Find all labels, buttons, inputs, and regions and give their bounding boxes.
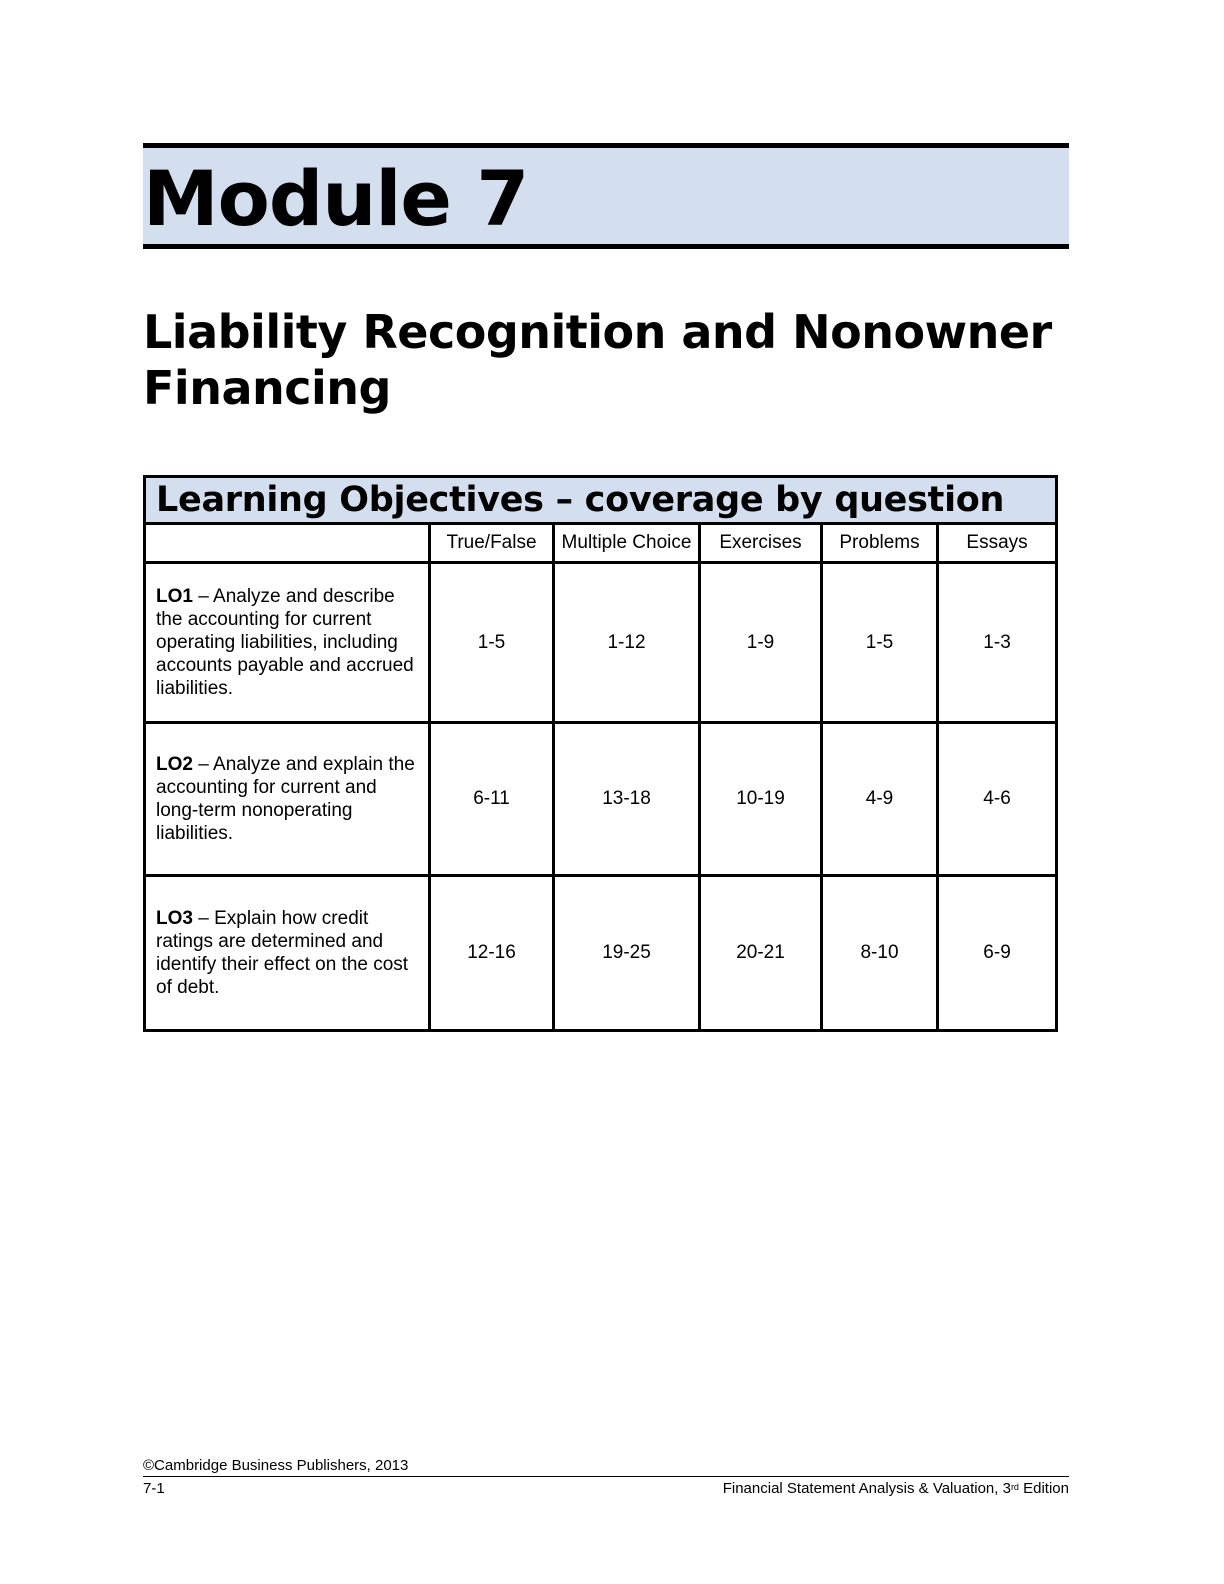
objective-code: LO1 xyxy=(156,586,193,607)
column-header-problems: Problems xyxy=(822,524,938,563)
chapter-subtitle xyxy=(143,304,1069,416)
objective-description: – Analyze and explain the accounting for current and long-term nonoperating liabilities. xyxy=(156,754,415,844)
table-row xyxy=(145,563,1057,723)
book-title-text: Financial Statement Analysis & Valuation, 3 xyxy=(722,1480,1011,1497)
table-header-row xyxy=(145,524,1057,563)
problems-cell: 8-10 xyxy=(822,876,938,1031)
table-row xyxy=(145,723,1057,876)
exercises-cell: 20-21 xyxy=(700,876,822,1031)
book-title-edition: Edition xyxy=(1018,1480,1069,1497)
exercises-cell: 1-9 xyxy=(700,563,822,723)
subtitle-line-2: Financing xyxy=(143,361,391,415)
objective-cell xyxy=(145,876,430,1031)
copyright-notice: ©Cambridge Business Publishers, 2013 xyxy=(143,1457,409,1474)
essays-cell: 4-6 xyxy=(938,723,1057,876)
true-false-cell: 6-11 xyxy=(430,723,554,876)
book-title xyxy=(723,1480,1069,1498)
page-number: 7-1 xyxy=(143,1480,165,1497)
column-header-exercises: Exercises xyxy=(700,524,822,563)
exercises-cell: 10-19 xyxy=(700,723,822,876)
essays-cell: 6-9 xyxy=(938,876,1057,1031)
module-banner xyxy=(143,143,1069,249)
objective-code: LO2 xyxy=(156,754,193,775)
footer-divider xyxy=(143,1476,1069,1477)
learning-objectives-table xyxy=(143,475,1058,1032)
column-header-true-false: True/False xyxy=(430,524,554,563)
true-false-cell: 1-5 xyxy=(430,563,554,723)
multiple-choice-cell: 19-25 xyxy=(554,876,700,1031)
objective-cell xyxy=(145,563,430,723)
table-caption: Learning Objectives – coverage by question xyxy=(145,477,1057,524)
book-title-ordinal: rd xyxy=(1010,1482,1019,1492)
column-header-blank xyxy=(145,524,430,563)
multiple-choice-cell: 13-18 xyxy=(554,723,700,876)
multiple-choice-cell: 1-12 xyxy=(554,563,700,723)
true-false-cell: 12-16 xyxy=(430,876,554,1031)
objective-cell xyxy=(145,723,430,876)
objective-description: – Explain how credit ratings are determined and identify their effect on the cost of debt. xyxy=(156,908,409,998)
column-header-essays: Essays xyxy=(938,524,1057,563)
objective-description: – Analyze and describe the accounting for current operating liabilities, including accounts payable and accrued liabilities. xyxy=(156,586,414,699)
column-header-multiple-choice: Multiple Choice xyxy=(554,524,700,563)
problems-cell: 1-5 xyxy=(822,563,938,723)
module-title: Module 7 xyxy=(143,154,529,243)
subtitle-line-1: Liability Recognition and Nonowner xyxy=(143,305,1052,359)
objective-code: LO3 xyxy=(156,908,193,929)
table-row xyxy=(145,876,1057,1031)
essays-cell: 1-3 xyxy=(938,563,1057,723)
problems-cell: 4-9 xyxy=(822,723,938,876)
